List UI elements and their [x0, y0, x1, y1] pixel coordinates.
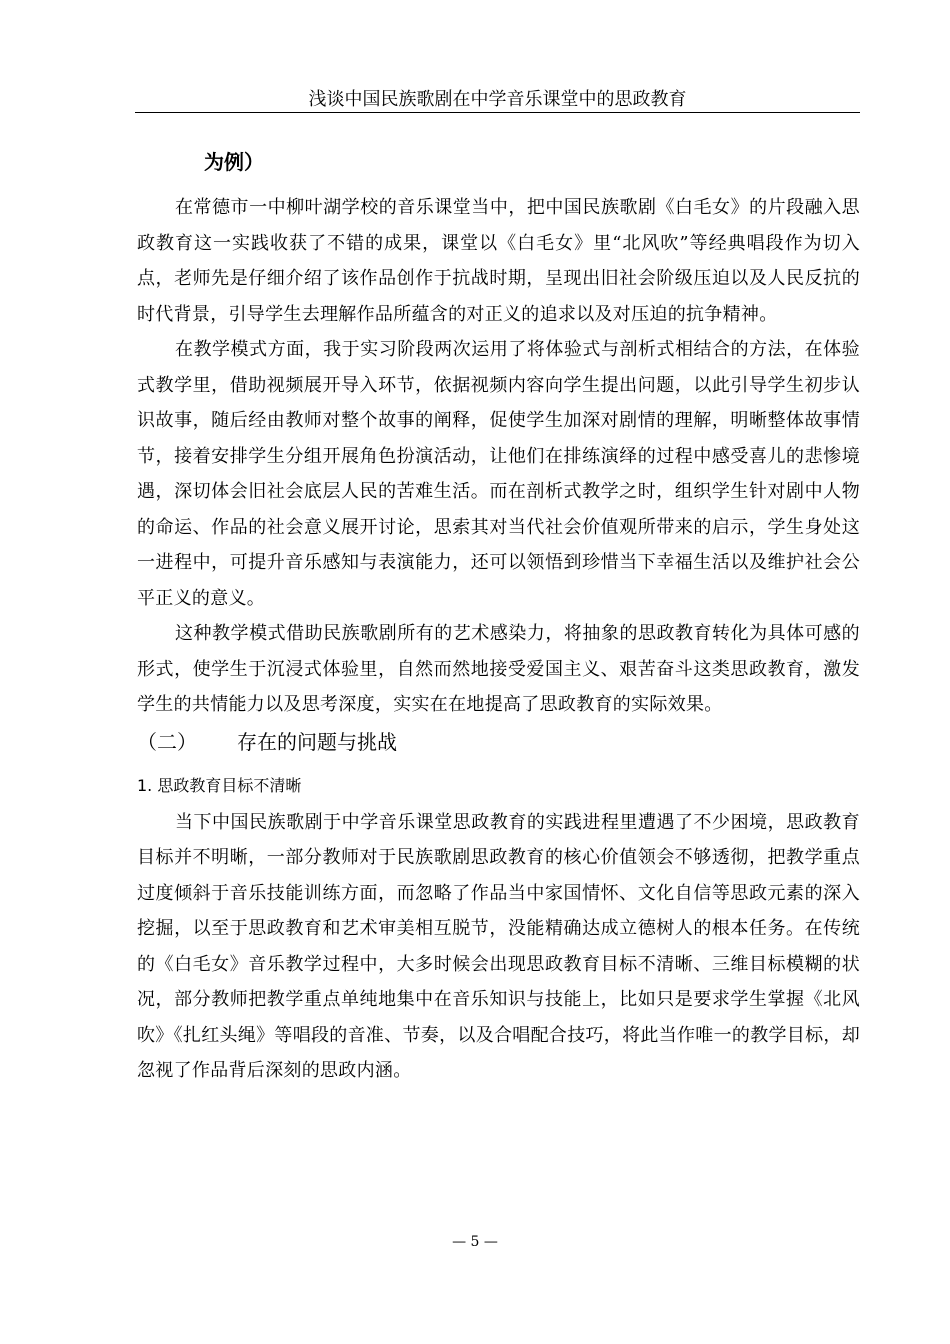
section-heading-number: （二）	[137, 729, 197, 754]
running-header-title: 浅谈中国民族歌剧在中学音乐课堂中的思政教育	[308, 89, 687, 110]
subsection-heading: 1. 思政教育目标不清晰	[137, 775, 302, 795]
paragraph: 当下中国民族歌剧于中学音乐课堂思政教育的实践进程里遭遇了不少困境，思政教育目标并不明晰，一部分教师对于民族歌剧思政教育的核心价值领会不够透彻，把教学重点过度倾斜于音乐技能训练方面，而忽略了作品当中家国情怀、文化自信等思政元素的深入挖掘，以至于思政教育和艺术审美相互脱节，没能精确达成立德树人的根本任务。在传统的《白毛女》音乐教学过程中，大多时候会出现思政教育目标不清晰、三维目标模糊的状况，部分教师把教学重点单纯地集中在音乐知识与技能上，比如只是要求学生掌握《北风吹》《扎红头绳》等唱段的音准、节奏，以及合唱配合技巧，将此当作唯一的教学目标，却忽视了作品背后深刻的思政内涵。	[137, 811, 860, 1081]
paragraph: 这种教学模式借助民族歌剧所有的艺术感染力，将抽象的思政教育转化为具体可感的形式，使学生于沉浸式体验里，自然而然地接受爱国主义、艰苦奋斗这类思政教育，激发学生的共情能力以及思考深度，实实在在地提高了思政教育的实际效果。	[137, 623, 860, 715]
section-heading	[137, 727, 860, 757]
section-heading-text: 存在的问题与挑战	[237, 729, 397, 754]
section-title-continuation: 为例）	[204, 150, 264, 174]
page-number: — 5 —	[452, 1234, 498, 1250]
paragraph: 在常德市一中柳叶湖学校的音乐课堂当中，把中国民族歌剧《白毛女》的片段融入思政教育这一实践收获了不错的成果，课堂以《白毛女》里“北风吹”等经典唱段作为切入点，老师先是仔细介绍了该作品创作于抗战时期，呈现出旧社会阶级压迫以及人民反抗的时代背景，引导学生去理解作品所蕴含的对正义的追求以及对压迫的抗争精神。	[137, 197, 860, 325]
paragraph: 在教学模式方面，我于实习阶段两次运用了将体验式与剖析式相结合的方法，在体验式教学里，借助视频展开导入环节，依据视频内容向学生提出问题，以此引导学生初步认识故事，随后经由教师对整个故事的阐释，促使学生加深对剧情的理解，明晰整体故事情节，接着安排学生分组开展角色扮演活动，让他们在排练演绎的过程中感受喜儿的悲惨境遇，深切体会旧社会底层人民的苦难生活。而在剖析式教学之时，组织学生针对剧中人物的命运、作品的社会意义展开讨论，思索其对当代社会价值观所带来的启示，学生身处这一进程中，可提升音乐感知与表演能力，还可以领悟到珍惜当下幸福生活以及维护社会公平正义的意义。	[137, 339, 860, 609]
header-divider	[135, 112, 860, 113]
page-body	[137, 148, 860, 1089]
